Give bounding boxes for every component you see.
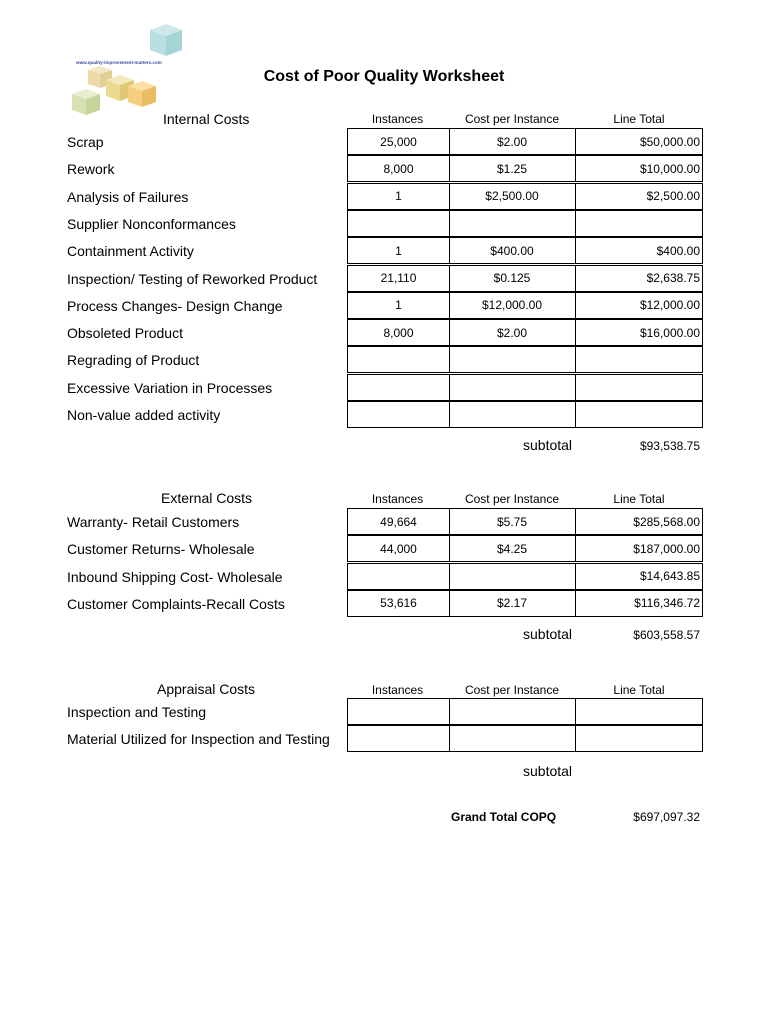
cost-cell: $2.00 <box>449 320 576 345</box>
col-head-total: Line Total <box>613 492 665 506</box>
col-head-instances: Instances <box>371 683 424 697</box>
table-row <box>347 374 703 401</box>
instances-cell <box>348 347 450 372</box>
row-label: Containment Activity <box>67 243 194 260</box>
line-total-cell: $14,643.85 <box>639 569 700 584</box>
cost-cell: $2,500.00 <box>449 184 576 209</box>
table-row <box>347 698 703 725</box>
col-head-total: Line Total <box>613 112 665 126</box>
internal-subtotal-label: subtotal <box>523 437 573 453</box>
table-row <box>347 237 703 264</box>
row-label: Rework <box>67 161 115 178</box>
line-total-cell: $400.00 <box>656 243 700 258</box>
line-total-cell: $10,000.00 <box>639 161 700 176</box>
cost-cell: $2.17 <box>449 591 576 616</box>
cost-cell <box>449 375 576 400</box>
row-label: Inspection/ Testing of Reworked Product <box>67 270 318 287</box>
internal-costs-heading: Internal Costs <box>163 111 250 127</box>
line-total-cell: $116,346.72 <box>634 596 700 611</box>
cube-icon <box>72 89 100 115</box>
line-total-cell: $16,000.00 <box>639 325 700 340</box>
row-label: Scrap <box>67 134 104 150</box>
instances-cell <box>348 564 450 589</box>
row-label: Process Changes- Design Change <box>67 297 283 314</box>
col-head-cost: Cost per Instance <box>464 112 560 126</box>
row-label: Customer Returns- Wholesale <box>67 541 255 558</box>
line-total-cell <box>575 211 702 236</box>
cost-cell <box>449 564 576 589</box>
instances-cell <box>348 402 450 427</box>
instances-cell: 1 <box>348 184 450 209</box>
cost-cell <box>449 699 576 724</box>
line-total-cell <box>575 699 702 724</box>
appraisal-costs-heading: Appraisal Costs <box>157 681 256 697</box>
cost-cell <box>449 726 576 751</box>
table-row <box>347 346 703 373</box>
table-row <box>347 183 703 210</box>
table-row <box>347 265 703 292</box>
line-total-cell: $12,000.00 <box>639 298 700 313</box>
table-row <box>347 401 703 428</box>
cost-cell <box>449 402 576 427</box>
col-head-cost: Cost per Instance <box>464 683 560 697</box>
line-total-cell <box>575 726 702 751</box>
row-label: Warranty- Retail Customers <box>67 514 240 530</box>
table-row <box>347 508 703 535</box>
instances-cell: 8,000 <box>348 156 450 181</box>
line-total-cell: $2,638.75 <box>646 271 700 285</box>
cost-cell <box>449 347 576 372</box>
table-row <box>347 535 703 562</box>
line-total-cell: $187,000.00 <box>633 541 700 556</box>
cost-cell: $1.25 <box>449 156 576 181</box>
line-total-cell: $2,500.00 <box>646 189 700 204</box>
grand-total-value: $697,097.32 <box>633 810 700 824</box>
row-label: Inspection and Testing <box>67 704 207 720</box>
cost-cell: $4.25 <box>449 536 576 561</box>
grand-total-label: Grand Total COPQ <box>451 810 557 824</box>
cost-cell: $5.75 <box>449 509 576 534</box>
table-row <box>347 725 703 752</box>
row-label: Obsoleted Product <box>67 325 183 342</box>
instances-cell <box>348 699 450 724</box>
cost-cell: $0.125 <box>449 266 576 291</box>
cost-cell: $2.00 <box>449 129 576 154</box>
table-row <box>347 590 703 617</box>
page-title: Cost of Poor Quality Worksheet <box>263 68 505 85</box>
col-head-instances: Instances <box>371 112 424 126</box>
instances-cell: 49,664 <box>348 509 450 534</box>
cube-icon <box>150 24 182 56</box>
col-head-instances: Instances <box>371 492 424 506</box>
instances-cell: 25,000 <box>348 129 450 154</box>
table-row <box>347 210 703 237</box>
row-label: Regrading of Product <box>67 352 200 369</box>
instances-cell <box>348 375 450 400</box>
row-label: Supplier Nonconformances <box>67 215 236 232</box>
line-total-cell: $285,568.00 <box>633 514 700 529</box>
instances-cell: 8,000 <box>348 320 450 345</box>
external-costs-heading: External Costs <box>161 490 253 506</box>
row-label: Material Utilized for Inspection and Testing <box>67 731 330 748</box>
row-label: Non-value added activity <box>67 407 221 423</box>
cost-cell: $400.00 <box>449 238 576 263</box>
external-subtotal-label: subtotal <box>523 626 573 642</box>
table-row <box>347 128 703 155</box>
cost-cell: $12,000.00 <box>449 293 576 318</box>
table-row <box>347 155 703 182</box>
appraisal-subtotal-label: subtotal <box>523 763 573 779</box>
line-total-cell <box>575 402 702 427</box>
table-row <box>347 292 703 319</box>
instances-cell: 21,110 <box>348 266 450 291</box>
row-label: Customer Complaints-Recall Costs <box>67 595 285 612</box>
col-head-total: Line Total <box>613 683 665 697</box>
external-subtotal-value: $603,558.57 <box>633 628 700 642</box>
line-total-cell <box>575 375 702 400</box>
row-label: Analysis of Failures <box>67 188 189 205</box>
logo-url-text: www.quality-improvement-matters.com <box>76 60 162 65</box>
row-label: Inbound Shipping Cost- Wholesale <box>67 568 283 585</box>
instances-cell <box>348 726 450 751</box>
cost-cell <box>449 211 576 236</box>
instances-cell: 1 <box>348 238 450 263</box>
row-label: Excessive Variation in Processes <box>67 379 273 396</box>
instances-cell <box>348 211 450 236</box>
table-row <box>347 319 703 346</box>
table-row <box>347 563 703 590</box>
internal-subtotal-value: $93,538.75 <box>639 439 700 453</box>
instances-cell: 1 <box>348 293 450 318</box>
instances-cell: 44,000 <box>348 536 450 561</box>
col-head-cost: Cost per Instance <box>464 492 560 506</box>
instances-cell: 53,616 <box>348 591 450 616</box>
line-total-cell: $50,000.00 <box>639 134 700 149</box>
line-total-cell <box>575 347 702 372</box>
